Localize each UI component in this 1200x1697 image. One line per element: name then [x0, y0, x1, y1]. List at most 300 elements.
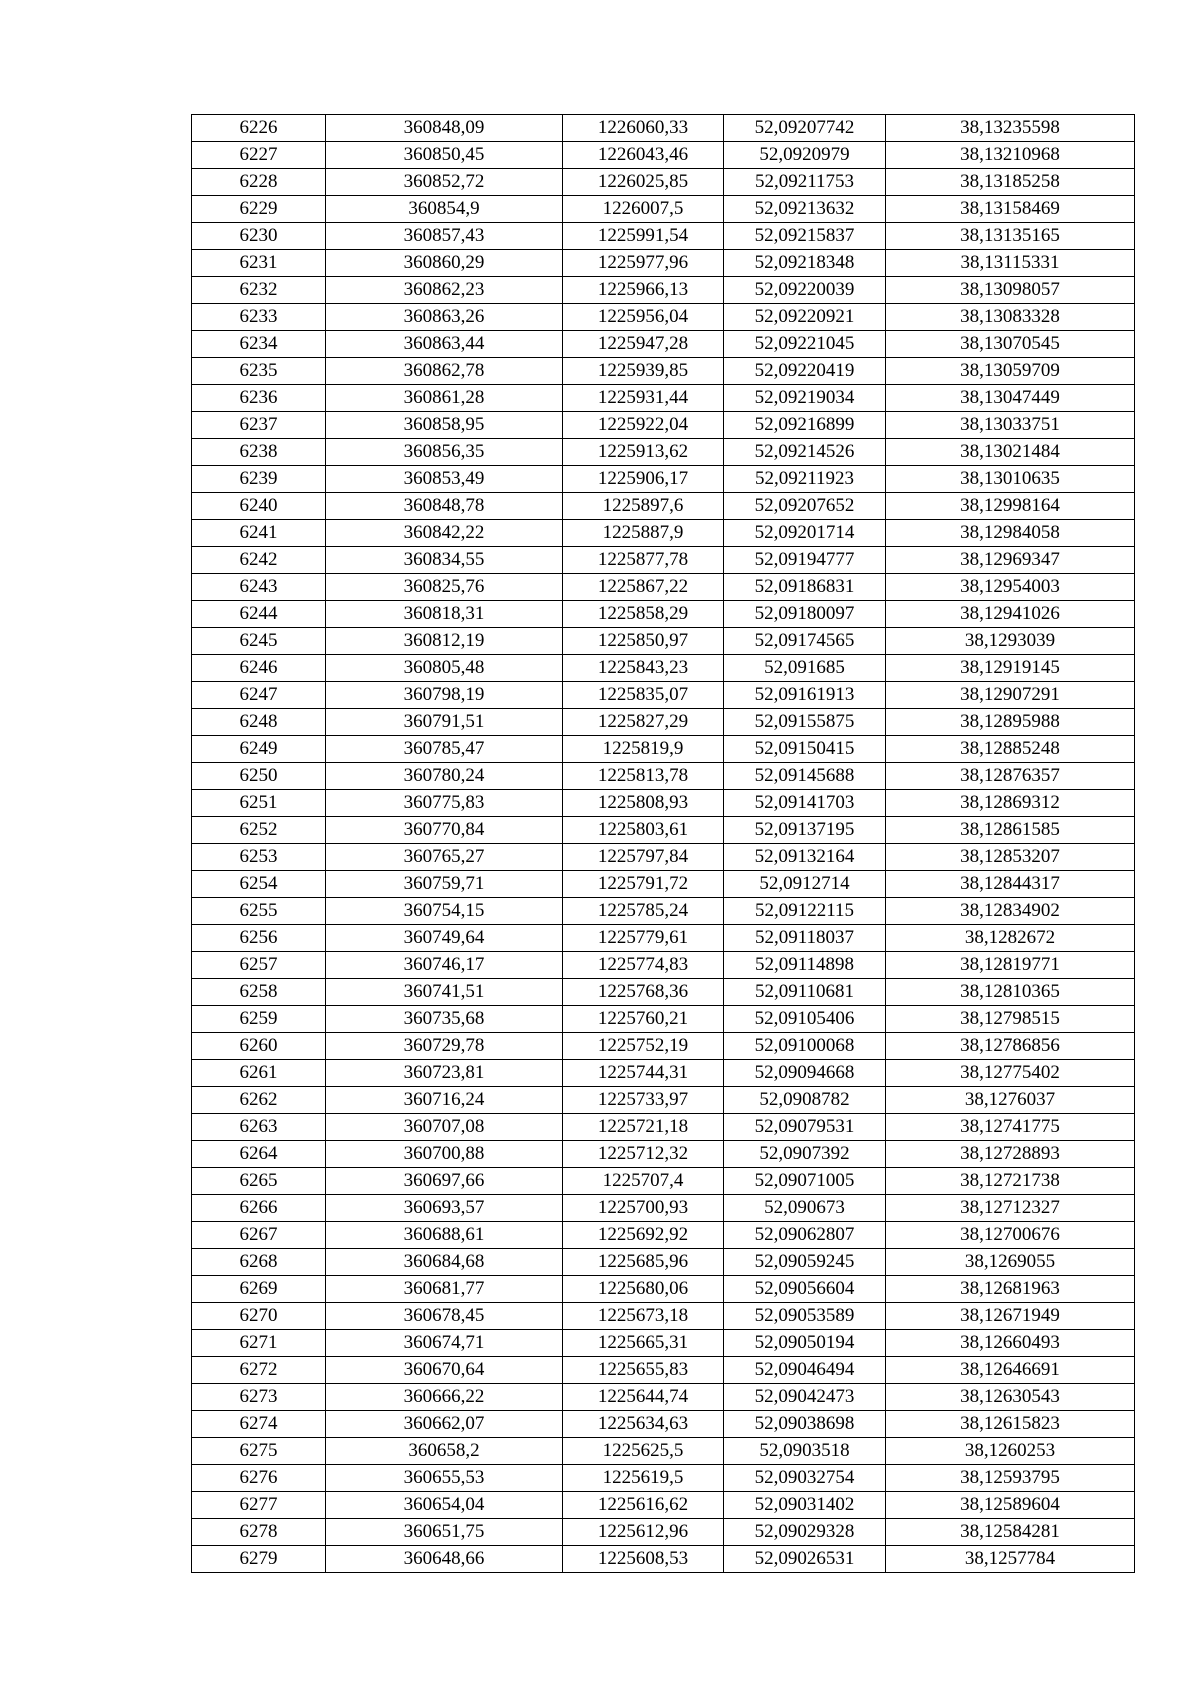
- x-coordinate-cell: 360791,51: [326, 709, 563, 736]
- y-coordinate-cell: 1225608,53: [563, 1546, 724, 1573]
- table-row: [192, 439, 1135, 466]
- y-coordinate-cell: 1225760,21: [563, 1006, 724, 1033]
- x-coordinate-cell: 360850,45: [326, 142, 563, 169]
- point-number-cell: 6244: [192, 601, 326, 628]
- latitude-cell: 52,09211753: [724, 169, 886, 196]
- table-row: [192, 547, 1135, 574]
- table-row: [192, 304, 1135, 331]
- point-number-cell: 6279: [192, 1546, 326, 1573]
- point-number-cell: 6245: [192, 628, 326, 655]
- point-number-cell: 6251: [192, 790, 326, 817]
- x-coordinate-cell: 360805,48: [326, 655, 563, 682]
- point-number-cell: 6246: [192, 655, 326, 682]
- longitude-cell: 38,1293039: [886, 628, 1135, 655]
- table-row: [192, 493, 1135, 520]
- table-row: [192, 1249, 1135, 1276]
- latitude-cell: 52,09180097: [724, 601, 886, 628]
- table-row: [192, 979, 1135, 1006]
- longitude-cell: 38,12861585: [886, 817, 1135, 844]
- coordinates-table: [191, 114, 1135, 1573]
- point-number-cell: 6243: [192, 574, 326, 601]
- x-coordinate-cell: 360862,78: [326, 358, 563, 385]
- y-coordinate-cell: 1225721,18: [563, 1114, 724, 1141]
- table-row: [192, 385, 1135, 412]
- latitude-cell: 52,09042473: [724, 1384, 886, 1411]
- y-coordinate-cell: 1225779,61: [563, 925, 724, 952]
- table-row: [192, 925, 1135, 952]
- x-coordinate-cell: 360654,04: [326, 1492, 563, 1519]
- x-coordinate-cell: 360780,24: [326, 763, 563, 790]
- table-row: [192, 1141, 1135, 1168]
- latitude-cell: 52,09155875: [724, 709, 886, 736]
- point-number-cell: 6227: [192, 142, 326, 169]
- y-coordinate-cell: 1225634,63: [563, 1411, 724, 1438]
- point-number-cell: 6238: [192, 439, 326, 466]
- longitude-cell: 38,12885248: [886, 736, 1135, 763]
- y-coordinate-cell: 1225625,5: [563, 1438, 724, 1465]
- latitude-cell: 52,09071005: [724, 1168, 886, 1195]
- table-row: [192, 1276, 1135, 1303]
- x-coordinate-cell: 360856,35: [326, 439, 563, 466]
- latitude-cell: 52,09053589: [724, 1303, 886, 1330]
- x-coordinate-cell: 360651,75: [326, 1519, 563, 1546]
- point-number-cell: 6250: [192, 763, 326, 790]
- latitude-cell: 52,09207652: [724, 493, 886, 520]
- latitude-cell: 52,090673: [724, 1195, 886, 1222]
- point-number-cell: 6233: [192, 304, 326, 331]
- table-row: [192, 844, 1135, 871]
- longitude-cell: 38,1276037: [886, 1087, 1135, 1114]
- point-number-cell: 6264: [192, 1141, 326, 1168]
- table-row: [192, 1411, 1135, 1438]
- longitude-cell: 38,12630543: [886, 1384, 1135, 1411]
- x-coordinate-cell: 360754,15: [326, 898, 563, 925]
- latitude-cell: 52,09211923: [724, 466, 886, 493]
- table-row: [192, 1033, 1135, 1060]
- y-coordinate-cell: 1225733,97: [563, 1087, 724, 1114]
- longitude-cell: 38,13235598: [886, 115, 1135, 142]
- x-coordinate-cell: 360700,88: [326, 1141, 563, 1168]
- y-coordinate-cell: 1226060,33: [563, 115, 724, 142]
- table-row: [192, 655, 1135, 682]
- point-number-cell: 6253: [192, 844, 326, 871]
- x-coordinate-cell: 360854,9: [326, 196, 563, 223]
- y-coordinate-cell: 1225644,74: [563, 1384, 724, 1411]
- y-coordinate-cell: 1225858,29: [563, 601, 724, 628]
- latitude-cell: 52,09150415: [724, 736, 886, 763]
- x-coordinate-cell: 360798,19: [326, 682, 563, 709]
- longitude-cell: 38,12819771: [886, 952, 1135, 979]
- x-coordinate-cell: 360863,26: [326, 304, 563, 331]
- x-coordinate-cell: 360674,71: [326, 1330, 563, 1357]
- x-coordinate-cell: 360863,44: [326, 331, 563, 358]
- table-row: [192, 1546, 1135, 1573]
- table-row: [192, 1330, 1135, 1357]
- table-row: [192, 790, 1135, 817]
- longitude-cell: 38,13158469: [886, 196, 1135, 223]
- longitude-cell: 38,12741775: [886, 1114, 1135, 1141]
- latitude-cell: 52,09050194: [724, 1330, 886, 1357]
- longitude-cell: 38,12919145: [886, 655, 1135, 682]
- latitude-cell: 52,09219034: [724, 385, 886, 412]
- x-coordinate-cell: 360862,23: [326, 277, 563, 304]
- x-coordinate-cell: 360684,68: [326, 1249, 563, 1276]
- x-coordinate-cell: 360765,27: [326, 844, 563, 871]
- point-number-cell: 6226: [192, 115, 326, 142]
- point-number-cell: 6273: [192, 1384, 326, 1411]
- y-coordinate-cell: 1225655,83: [563, 1357, 724, 1384]
- longitude-cell: 38,1257784: [886, 1546, 1135, 1573]
- table-row: [192, 277, 1135, 304]
- y-coordinate-cell: 1225897,6: [563, 493, 724, 520]
- longitude-cell: 38,13021484: [886, 439, 1135, 466]
- table-row: [192, 250, 1135, 277]
- y-coordinate-cell: 1225887,9: [563, 520, 724, 547]
- latitude-cell: 52,09214526: [724, 439, 886, 466]
- x-coordinate-cell: 360825,76: [326, 574, 563, 601]
- x-coordinate-cell: 360857,43: [326, 223, 563, 250]
- table-row: [192, 196, 1135, 223]
- x-coordinate-cell: 360678,45: [326, 1303, 563, 1330]
- point-number-cell: 6275: [192, 1438, 326, 1465]
- table-row: [192, 1384, 1135, 1411]
- y-coordinate-cell: 1225956,04: [563, 304, 724, 331]
- x-coordinate-cell: 360735,68: [326, 1006, 563, 1033]
- longitude-cell: 38,12728893: [886, 1141, 1135, 1168]
- longitude-cell: 38,12954003: [886, 574, 1135, 601]
- table-row: [192, 1006, 1135, 1033]
- latitude-cell: 52,09137195: [724, 817, 886, 844]
- y-coordinate-cell: 1225774,83: [563, 952, 724, 979]
- latitude-cell: 52,09094668: [724, 1060, 886, 1087]
- x-coordinate-cell: 360666,22: [326, 1384, 563, 1411]
- longitude-cell: 38,12941026: [886, 601, 1135, 628]
- latitude-cell: 52,09174565: [724, 628, 886, 655]
- y-coordinate-cell: 1225619,5: [563, 1465, 724, 1492]
- y-coordinate-cell: 1225906,17: [563, 466, 724, 493]
- point-number-cell: 6248: [192, 709, 326, 736]
- table-row: [192, 952, 1135, 979]
- point-number-cell: 6266: [192, 1195, 326, 1222]
- latitude-cell: 52,09218348: [724, 250, 886, 277]
- y-coordinate-cell: 1225612,96: [563, 1519, 724, 1546]
- x-coordinate-cell: 360655,53: [326, 1465, 563, 1492]
- coordinates-table-body: [192, 115, 1135, 1573]
- y-coordinate-cell: 1225922,04: [563, 412, 724, 439]
- point-number-cell: 6240: [192, 493, 326, 520]
- table-row: [192, 520, 1135, 547]
- x-coordinate-cell: 360723,81: [326, 1060, 563, 1087]
- longitude-cell: 38,12984058: [886, 520, 1135, 547]
- latitude-cell: 52,09201714: [724, 520, 886, 547]
- latitude-cell: 52,09207742: [724, 115, 886, 142]
- latitude-cell: 52,09215837: [724, 223, 886, 250]
- table-row: [192, 709, 1135, 736]
- point-number-cell: 6271: [192, 1330, 326, 1357]
- x-coordinate-cell: 360648,66: [326, 1546, 563, 1573]
- longitude-cell: 38,12895988: [886, 709, 1135, 736]
- latitude-cell: 52,09026531: [724, 1546, 886, 1573]
- table-row: [192, 1519, 1135, 1546]
- x-coordinate-cell: 360716,24: [326, 1087, 563, 1114]
- latitude-cell: 52,09118037: [724, 925, 886, 952]
- y-coordinate-cell: 1225785,24: [563, 898, 724, 925]
- x-coordinate-cell: 360852,72: [326, 169, 563, 196]
- table-row: [192, 736, 1135, 763]
- latitude-cell: 52,0907392: [724, 1141, 886, 1168]
- latitude-cell: 52,09161913: [724, 682, 886, 709]
- table-row: [192, 1195, 1135, 1222]
- point-number-cell: 6267: [192, 1222, 326, 1249]
- longitude-cell: 38,12615823: [886, 1411, 1135, 1438]
- longitude-cell: 38,13070545: [886, 331, 1135, 358]
- table-row: [192, 1438, 1135, 1465]
- y-coordinate-cell: 1225913,62: [563, 439, 724, 466]
- point-number-cell: 6274: [192, 1411, 326, 1438]
- latitude-cell: 52,09132164: [724, 844, 886, 871]
- x-coordinate-cell: 360759,71: [326, 871, 563, 898]
- point-number-cell: 6265: [192, 1168, 326, 1195]
- point-number-cell: 6269: [192, 1276, 326, 1303]
- table-row: [192, 223, 1135, 250]
- table-row: [192, 682, 1135, 709]
- latitude-cell: 52,09220419: [724, 358, 886, 385]
- longitude-cell: 38,12810365: [886, 979, 1135, 1006]
- longitude-cell: 38,13115331: [886, 250, 1135, 277]
- y-coordinate-cell: 1225803,61: [563, 817, 724, 844]
- latitude-cell: 52,09141703: [724, 790, 886, 817]
- table-row: [192, 574, 1135, 601]
- longitude-cell: 38,12681963: [886, 1276, 1135, 1303]
- latitude-cell: 52,09220039: [724, 277, 886, 304]
- longitude-cell: 38,13083328: [886, 304, 1135, 331]
- point-number-cell: 6234: [192, 331, 326, 358]
- point-number-cell: 6229: [192, 196, 326, 223]
- table-row: [192, 1303, 1135, 1330]
- longitude-cell: 38,13185258: [886, 169, 1135, 196]
- y-coordinate-cell: 1226025,85: [563, 169, 724, 196]
- longitude-cell: 38,12907291: [886, 682, 1135, 709]
- longitude-cell: 38,13033751: [886, 412, 1135, 439]
- table-row: [192, 871, 1135, 898]
- longitude-cell: 38,1269055: [886, 1249, 1135, 1276]
- y-coordinate-cell: 1225827,29: [563, 709, 724, 736]
- y-coordinate-cell: 1225692,92: [563, 1222, 724, 1249]
- longitude-cell: 38,12998164: [886, 493, 1135, 520]
- longitude-cell: 38,12589604: [886, 1492, 1135, 1519]
- y-coordinate-cell: 1225680,06: [563, 1276, 724, 1303]
- y-coordinate-cell: 1225813,78: [563, 763, 724, 790]
- longitude-cell: 38,12721738: [886, 1168, 1135, 1195]
- y-coordinate-cell: 1226007,5: [563, 196, 724, 223]
- latitude-cell: 52,09059245: [724, 1249, 886, 1276]
- point-number-cell: 6242: [192, 547, 326, 574]
- y-coordinate-cell: 1225835,07: [563, 682, 724, 709]
- point-number-cell: 6254: [192, 871, 326, 898]
- longitude-cell: 38,12869312: [886, 790, 1135, 817]
- table-row: [192, 358, 1135, 385]
- table-row: [192, 1060, 1135, 1087]
- y-coordinate-cell: 1225808,93: [563, 790, 724, 817]
- point-number-cell: 6249: [192, 736, 326, 763]
- x-coordinate-cell: 360707,08: [326, 1114, 563, 1141]
- longitude-cell: 38,13098057: [886, 277, 1135, 304]
- point-number-cell: 6259: [192, 1006, 326, 1033]
- x-coordinate-cell: 360749,64: [326, 925, 563, 952]
- y-coordinate-cell: 1225947,28: [563, 331, 724, 358]
- longitude-cell: 38,12712327: [886, 1195, 1135, 1222]
- x-coordinate-cell: 360662,07: [326, 1411, 563, 1438]
- x-coordinate-cell: 360729,78: [326, 1033, 563, 1060]
- y-coordinate-cell: 1225768,36: [563, 979, 724, 1006]
- latitude-cell: 52,09186831: [724, 574, 886, 601]
- point-number-cell: 6232: [192, 277, 326, 304]
- longitude-cell: 38,12876357: [886, 763, 1135, 790]
- table-row: [192, 412, 1135, 439]
- latitude-cell: 52,09194777: [724, 547, 886, 574]
- table-row: [192, 115, 1135, 142]
- x-coordinate-cell: 360858,95: [326, 412, 563, 439]
- y-coordinate-cell: 1225850,97: [563, 628, 724, 655]
- y-coordinate-cell: 1225877,78: [563, 547, 724, 574]
- latitude-cell: 52,09100068: [724, 1033, 886, 1060]
- x-coordinate-cell: 360741,51: [326, 979, 563, 1006]
- latitude-cell: 52,09038698: [724, 1411, 886, 1438]
- table-row: [192, 763, 1135, 790]
- table-row: [192, 628, 1135, 655]
- table-row: [192, 466, 1135, 493]
- longitude-cell: 38,12593795: [886, 1465, 1135, 1492]
- x-coordinate-cell: 360670,64: [326, 1357, 563, 1384]
- x-coordinate-cell: 360812,19: [326, 628, 563, 655]
- longitude-cell: 38,12786856: [886, 1033, 1135, 1060]
- latitude-cell: 52,09031402: [724, 1492, 886, 1519]
- x-coordinate-cell: 360775,83: [326, 790, 563, 817]
- longitude-cell: 38,1260253: [886, 1438, 1135, 1465]
- latitude-cell: 52,091685: [724, 655, 886, 682]
- latitude-cell: 52,09221045: [724, 331, 886, 358]
- y-coordinate-cell: 1225707,4: [563, 1168, 724, 1195]
- latitude-cell: 52,09122115: [724, 898, 886, 925]
- point-number-cell: 6236: [192, 385, 326, 412]
- longitude-cell: 38,13047449: [886, 385, 1135, 412]
- longitude-cell: 38,13135165: [886, 223, 1135, 250]
- latitude-cell: 52,09145688: [724, 763, 886, 790]
- y-coordinate-cell: 1225931,44: [563, 385, 724, 412]
- point-number-cell: 6278: [192, 1519, 326, 1546]
- point-number-cell: 6237: [192, 412, 326, 439]
- longitude-cell: 38,13210968: [886, 142, 1135, 169]
- y-coordinate-cell: 1225744,31: [563, 1060, 724, 1087]
- x-coordinate-cell: 360861,28: [326, 385, 563, 412]
- table-row: [192, 817, 1135, 844]
- latitude-cell: 52,09079531: [724, 1114, 886, 1141]
- latitude-cell: 52,09105406: [724, 1006, 886, 1033]
- point-number-cell: 6258: [192, 979, 326, 1006]
- point-number-cell: 6235: [192, 358, 326, 385]
- y-coordinate-cell: 1225673,18: [563, 1303, 724, 1330]
- longitude-cell: 38,12700676: [886, 1222, 1135, 1249]
- x-coordinate-cell: 360697,66: [326, 1168, 563, 1195]
- table-row: [192, 1357, 1135, 1384]
- y-coordinate-cell: 1226043,46: [563, 142, 724, 169]
- point-number-cell: 6276: [192, 1465, 326, 1492]
- longitude-cell: 38,12775402: [886, 1060, 1135, 1087]
- x-coordinate-cell: 360860,29: [326, 250, 563, 277]
- point-number-cell: 6239: [192, 466, 326, 493]
- point-number-cell: 6255: [192, 898, 326, 925]
- longitude-cell: 38,12646691: [886, 1357, 1135, 1384]
- latitude-cell: 52,09032754: [724, 1465, 886, 1492]
- y-coordinate-cell: 1225966,13: [563, 277, 724, 304]
- latitude-cell: 52,09216899: [724, 412, 886, 439]
- point-number-cell: 6252: [192, 817, 326, 844]
- point-number-cell: 6230: [192, 223, 326, 250]
- y-coordinate-cell: 1225616,62: [563, 1492, 724, 1519]
- point-number-cell: 6277: [192, 1492, 326, 1519]
- latitude-cell: 52,09213632: [724, 196, 886, 223]
- y-coordinate-cell: 1225791,72: [563, 871, 724, 898]
- point-number-cell: 6272: [192, 1357, 326, 1384]
- point-number-cell: 6263: [192, 1114, 326, 1141]
- point-number-cell: 6247: [192, 682, 326, 709]
- latitude-cell: 52,0903518: [724, 1438, 886, 1465]
- y-coordinate-cell: 1225685,96: [563, 1249, 724, 1276]
- x-coordinate-cell: 360693,57: [326, 1195, 563, 1222]
- x-coordinate-cell: 360770,84: [326, 817, 563, 844]
- point-number-cell: 6228: [192, 169, 326, 196]
- point-number-cell: 6231: [192, 250, 326, 277]
- y-coordinate-cell: 1225867,22: [563, 574, 724, 601]
- table-row: [192, 331, 1135, 358]
- latitude-cell: 52,09110681: [724, 979, 886, 1006]
- y-coordinate-cell: 1225819,9: [563, 736, 724, 763]
- longitude-cell: 38,12671949: [886, 1303, 1135, 1330]
- x-coordinate-cell: 360785,47: [326, 736, 563, 763]
- y-coordinate-cell: 1225712,32: [563, 1141, 724, 1168]
- x-coordinate-cell: 360681,77: [326, 1276, 563, 1303]
- y-coordinate-cell: 1225977,96: [563, 250, 724, 277]
- point-number-cell: 6262: [192, 1087, 326, 1114]
- latitude-cell: 52,09029328: [724, 1519, 886, 1546]
- table-row: [192, 1222, 1135, 1249]
- x-coordinate-cell: 360746,17: [326, 952, 563, 979]
- latitude-cell: 52,0908782: [724, 1087, 886, 1114]
- latitude-cell: 52,09056604: [724, 1276, 886, 1303]
- longitude-cell: 38,12660493: [886, 1330, 1135, 1357]
- latitude-cell: 52,09114898: [724, 952, 886, 979]
- y-coordinate-cell: 1225991,54: [563, 223, 724, 250]
- y-coordinate-cell: 1225700,93: [563, 1195, 724, 1222]
- table-row: [192, 1492, 1135, 1519]
- latitude-cell: 52,0920979: [724, 142, 886, 169]
- longitude-cell: 38,12834902: [886, 898, 1135, 925]
- x-coordinate-cell: 360848,09: [326, 115, 563, 142]
- latitude-cell: 52,09062807: [724, 1222, 886, 1249]
- longitude-cell: 38,12798515: [886, 1006, 1135, 1033]
- x-coordinate-cell: 360818,31: [326, 601, 563, 628]
- y-coordinate-cell: 1225797,84: [563, 844, 724, 871]
- y-coordinate-cell: 1225752,19: [563, 1033, 724, 1060]
- point-number-cell: 6241: [192, 520, 326, 547]
- point-number-cell: 6270: [192, 1303, 326, 1330]
- point-number-cell: 6268: [192, 1249, 326, 1276]
- longitude-cell: 38,12584281: [886, 1519, 1135, 1546]
- table-row: [192, 169, 1135, 196]
- table-row: [192, 898, 1135, 925]
- longitude-cell: 38,13059709: [886, 358, 1135, 385]
- latitude-cell: 52,09046494: [724, 1357, 886, 1384]
